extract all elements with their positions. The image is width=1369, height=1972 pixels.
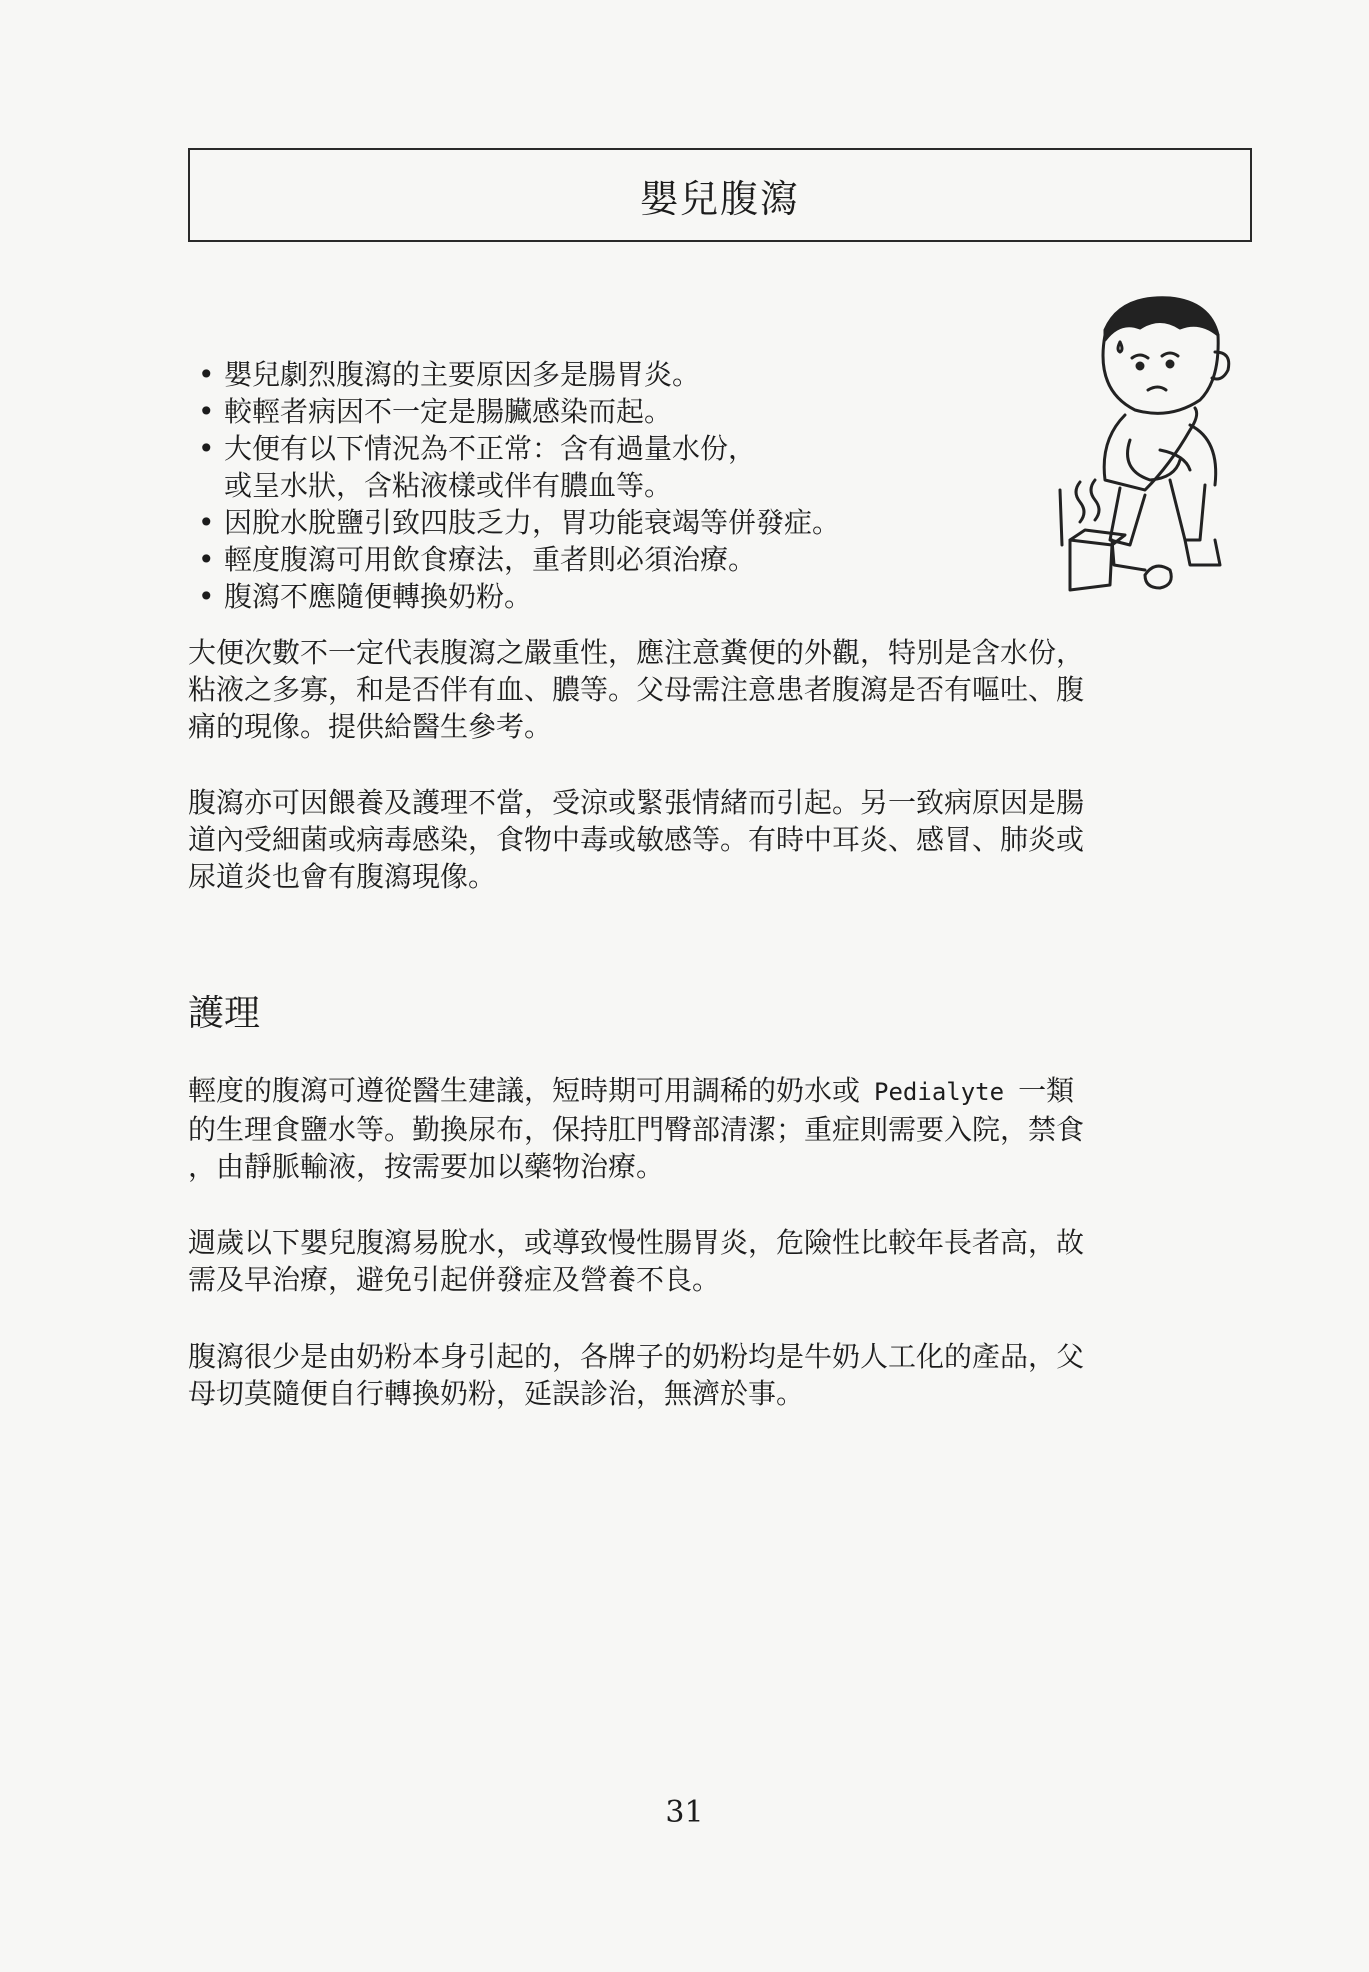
paragraph-line: 週歲以下嬰兒腹瀉易脫水，或導致慢性腸胃炎，危險性比較年長者高，故 [188,1226,1085,1259]
section-heading-care: 護理 [188,993,261,1034]
paragraph-line: 腹瀉亦可因餵養及護理不當，受涼或緊張情緒而引起。另一致病原因是腸 [188,786,1085,819]
bullet-text: 輕度腹瀉可用飲食療法，重者則必須治療。 [224,543,757,576]
page-title: 嬰兒腹瀉 [639,176,800,221]
bullet-item [196,541,1046,578]
text-run: 一類 [1018,1074,1075,1107]
paragraph-line: 痛的現像。提供給醫生參考。 [188,710,553,743]
paragraph-line: 道內受細菌或病毒感染，食物中毒或敏感等。有時中耳炎、感冒、肺炎或 [188,823,1085,856]
paragraph-formula [188,1338,1268,1412]
paragraph-treatment [188,1072,1268,1185]
paragraph-line: 尿道炎也會有腹瀉現像。 [188,860,497,893]
paragraph-line [188,1072,1268,1111]
paragraph-line: ，由靜脈輸液，按需要加以藥物治療。 [188,1150,665,1183]
title-box [188,148,1252,242]
bullet-item [196,356,1046,393]
bullet-text-continued: 或呈水狀，含粘液樣或伴有膿血等。 [224,469,673,502]
paragraph-line: 母切莫隨便自行轉換奶粉，延誤診治，無濟於事。 [188,1377,805,1410]
paragraph-stool-frequency [188,634,1268,745]
paragraph-line: 大便次數不一定代表腹瀉之嚴重性，應注意糞便的外觀，特別是含水份， [188,636,1085,669]
bullet-item [196,504,1046,541]
paragraph-line: 粘液之多寡，和是否伴有血、膿等。父母需注意患者腹瀉是否有嘔吐、腹 [188,673,1085,706]
product-name: Pedialyte [874,1078,1005,1106]
paragraph-line: 的生理食鹽水等。勤換尿布，保持肛門臀部清潔；重症則需要入院，禁食 [188,1113,1085,1146]
paragraph-line: 需及早治療，避免引起併發症及營養不良。 [188,1263,721,1296]
bullet-text: 腹瀉不應隨便轉換奶粉。 [224,580,533,613]
paragraph-line: 腹瀉很少是由奶粉本身引起的，各牌子的奶粉均是牛奶人工化的產品，父 [188,1340,1085,1373]
bullet-item [196,393,1046,430]
sick-child-illustration [1050,290,1260,610]
bullet-item [196,578,1046,615]
page-number: 31 [665,1795,704,1830]
bullet-text: 較輕者病因不一定是腸臟感染而起。 [224,395,673,428]
paragraph-causes [188,784,1268,895]
bullet-text: • 大便有以下情況為不正常：含有過量水份， [224,432,757,465]
bullet-item [196,430,1046,504]
paragraph-infant-risk [188,1224,1268,1298]
bullet-list [196,356,1046,615]
text-run: 輕度的腹瀉可遵從醫生建議，短時期可用調稀的奶水或 [188,1074,861,1107]
bullet-text: 嬰兒劇烈腹瀉的主要原因多是腸胃炎。 [224,358,701,391]
bullet-text: 因脫水脫鹽引致四肢乏力，胃功能衰竭等併發症。 [224,506,841,539]
